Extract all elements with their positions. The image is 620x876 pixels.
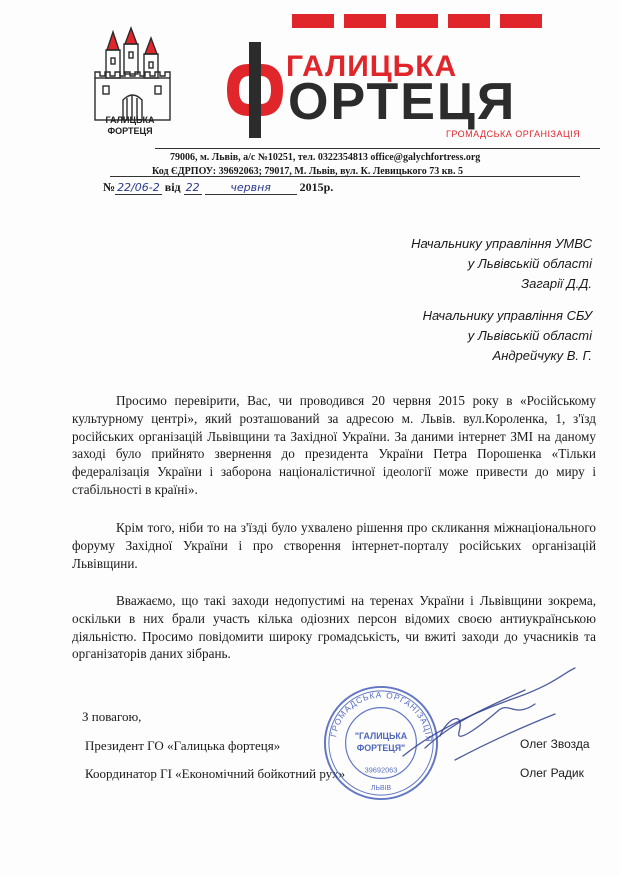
registration-number: 22/06-2 bbox=[117, 181, 160, 194]
addressee-block-sbu bbox=[423, 306, 592, 366]
registration-month: червня bbox=[205, 181, 297, 195]
castle-caption bbox=[82, 115, 178, 137]
castle-caption-line1: ГАЛИЦЬКА bbox=[105, 115, 155, 125]
addressee-region: у Львівській області bbox=[467, 328, 592, 343]
stamp-city: ЛЬВІВ bbox=[370, 785, 392, 793]
addressee-title: Начальнику управління УМВС bbox=[411, 236, 592, 251]
brand-name-line1: ГАЛИЦЬКА bbox=[286, 50, 458, 83]
addressee-name: Загарії Д.Д. bbox=[521, 276, 592, 291]
signatory-1-title: Президент ГО «Галицька фортеця» bbox=[85, 738, 281, 753]
signatory-2-name: Олег Радик bbox=[520, 766, 584, 780]
stamp-center-line2: ФОРТЕЦЯ" bbox=[356, 742, 406, 753]
header-address-line2: Код ЄДРПОУ: 39692063; 79017, М. Львів, вул. К. Левицького 73 кв. 5 bbox=[152, 166, 463, 177]
addressee-title: Начальнику управління СБУ bbox=[422, 308, 592, 323]
registration-no-label: № bbox=[103, 180, 116, 194]
header-divider-top bbox=[155, 148, 600, 149]
closing-regards: З повагою, bbox=[82, 709, 142, 724]
addressee-region: у Львівській області bbox=[467, 256, 592, 271]
body-paragraph-1: Просимо перевірити, Вас, чи проводився 20 червня 2015 року в «Російському культурному центрі», який розташований за адресою м. Львів. вул.Короленка, 1, з'їзд російських організацій Львівщини та Західної України. За даними інтернет ЗМІ на даному заході було прийнято звернення до президента України Петра Порошенка «Тільки федералізація України і заборона націоналістичної ідеології може привести до миру і стабільності в країні». bbox=[72, 393, 596, 497]
registration-day: 22 bbox=[185, 181, 200, 194]
brand-red-blocks bbox=[292, 14, 592, 28]
signatory-1-name: Олег Звозда bbox=[520, 737, 590, 751]
stamp-center-line1: "ГАЛИЦЬКА bbox=[354, 731, 408, 742]
registration-year: 2015р. bbox=[299, 180, 334, 194]
header-address-line1: 79006, м. Львів, а/с №10251, тел. 0322354813 office@galychfortress.org bbox=[170, 152, 481, 163]
signatory-2-title: Координатор ГІ «Економічний бойкотний рух» bbox=[85, 766, 346, 781]
castle-caption-line2: ФОРТЕЦЯ bbox=[107, 126, 153, 136]
brand-subtitle: ГРОМАДСЬКА ОРГАНІЗАЦІЯ bbox=[446, 129, 581, 139]
header-divider-bottom bbox=[110, 176, 580, 177]
handwritten-signature-icon bbox=[395, 660, 580, 770]
stamp-code: 39692063 bbox=[364, 765, 398, 775]
registration-line bbox=[103, 180, 333, 195]
body-paragraph-3: Вважаємо, що такі заходи недопустимі на теренах України і Львівщини зокрема, оскільки в них брали участь кілька одіозних персон відомих своєю антиукраїнською діяльністю. Просимо повідомити широку громадськість, чи вжиті заходи до учасників та організаторів даних зібрань. bbox=[72, 593, 596, 662]
brand-name-line2: ОРТЕЦЯ bbox=[288, 73, 517, 131]
addressee-name: Андрейчуку В. Г. bbox=[492, 348, 592, 363]
brand-f-letter-icon bbox=[225, 42, 285, 138]
body-paragraph-2: Крім того, ніби то на з'їзді було ухвалено рішення про скликання міжнаціонального форуму Західної України і про створення інтернет-порталу російських організацій Львівщини. bbox=[72, 520, 596, 571]
registration-from-label: від bbox=[164, 180, 181, 194]
stamp-outer-text: ГРОМАДСЬКА ОРГАНІЗАЦІЯ bbox=[328, 689, 435, 743]
addressee-block-police bbox=[411, 234, 592, 294]
